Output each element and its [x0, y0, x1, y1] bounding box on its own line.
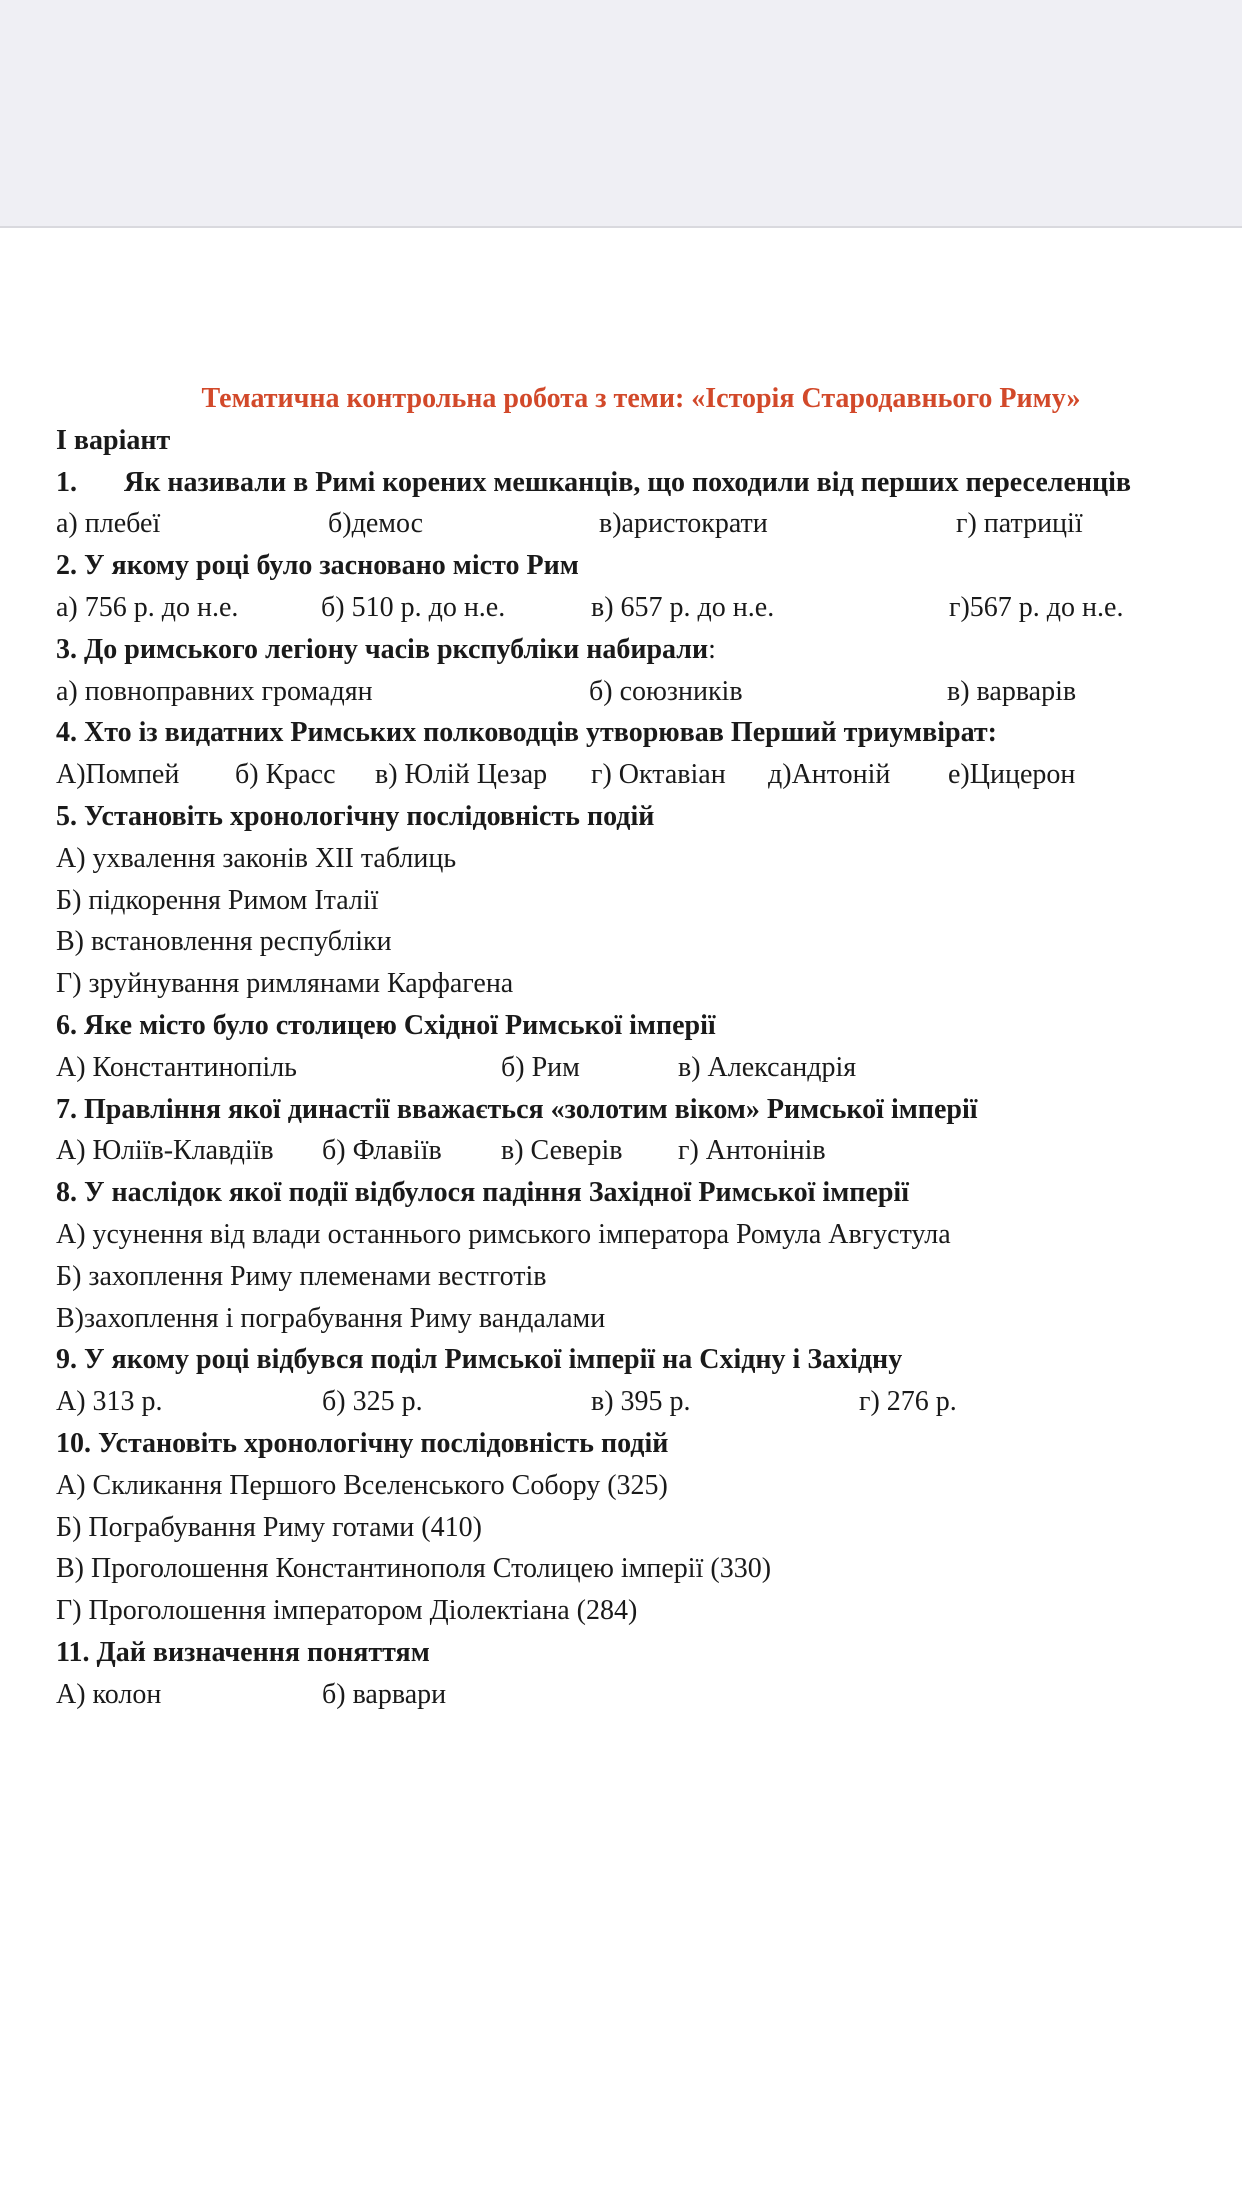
question-1 — [56, 462, 1226, 504]
option: в) варварів — [947, 675, 1077, 707]
option: а) 756 р. до н.е. — [56, 591, 239, 623]
option: в) 657 р. до н.е. — [591, 591, 775, 623]
question-1-text: Як називали в Римі корених мешканців, що походили від перших переселенців — [124, 466, 1132, 498]
question-11-options — [56, 1674, 1226, 1716]
question-2-options — [56, 587, 1226, 629]
question-1-number: 1. — [56, 466, 77, 498]
list-item: Б) Пограбування Риму готами (410) — [56, 1511, 482, 1543]
option: А) Константинопіль — [56, 1051, 297, 1083]
question-4-options — [56, 754, 1226, 796]
option: в)аристократи — [599, 508, 768, 540]
viewer-top-bar — [0, 0, 1242, 228]
option: б) союзників — [589, 675, 743, 707]
question-11: 11. Дай визначення поняттям — [56, 1636, 430, 1668]
list-item: А) ухвалення законів ХІІ таблиць — [56, 842, 457, 874]
option: г) Октавіан — [591, 759, 726, 791]
option: г) патриції — [956, 508, 1083, 540]
question-3-colon: : — [708, 633, 716, 665]
question-7: 7. Правління якої династії вважається «золотим віком» Римської імперії — [56, 1093, 978, 1125]
option: А) Юліїв-Клавдіїв — [56, 1135, 274, 1167]
option: А)Помпей — [56, 759, 180, 791]
question-7-options — [56, 1130, 1226, 1172]
question-2: 2. У якому році було засновано місто Рим — [56, 550, 579, 582]
question-4: 4. Хто із видатних Римських полководців утворював Перший триумвірат: — [56, 717, 997, 749]
option: б) 325 р. — [322, 1386, 423, 1418]
question-3-options — [56, 671, 1226, 713]
list-item: В) встановлення республіки — [56, 926, 392, 958]
question-5: 5. Установіть хронологічну послідовність подій — [56, 800, 655, 832]
list-item: Б) захоплення Риму племенами вестготів — [56, 1260, 547, 1292]
question-6-options — [56, 1047, 1226, 1089]
option: е)Цицерон — [948, 759, 1076, 791]
list-item: Б) підкорення Римом Італії — [56, 884, 379, 916]
variant-label: І варіант — [56, 424, 171, 456]
option: г)567 р. до н.е. — [949, 591, 1124, 623]
option: б) варвари — [322, 1678, 447, 1710]
question-3 — [56, 629, 1226, 671]
option: а) плебеї — [56, 508, 161, 540]
list-item: В)захоплення і пограбування Риму вандалами — [56, 1302, 606, 1334]
question-10: 10. Установіть хронологічну послідовність подій — [56, 1427, 669, 1459]
option: в) Северів — [501, 1135, 623, 1167]
list-item: Г) зруйнування римлянами Карфагена — [56, 968, 514, 1000]
option: б)демос — [328, 508, 424, 540]
option: а) повноправних громадян — [56, 675, 373, 707]
option: д)Антоній — [768, 759, 891, 791]
option: г) Антонінів — [678, 1135, 826, 1167]
option: б) Флавіїв — [322, 1135, 442, 1167]
option: А) колон — [56, 1678, 162, 1710]
question-3-text: 3. До римського легіону часів ркспубліки набирали — [56, 633, 709, 665]
option: б) Рим — [501, 1051, 580, 1083]
question-9-options — [56, 1381, 1226, 1423]
option: А) 313 р. — [56, 1386, 163, 1418]
option: б) Красс — [235, 759, 336, 791]
list-item: В) Проголошення Константинополя Столицею імперії (330) — [56, 1553, 772, 1585]
list-item: А) усунення від влади останнього римського імператора Ромула Августула — [56, 1218, 951, 1250]
question-8: 8. У наслідок якої події відбулося падіння Західної Римської імперії — [56, 1177, 909, 1209]
question-9: 9. У якому році відбувся поділ Римської імперії на Східну і Західну — [56, 1344, 903, 1376]
question-1-options — [56, 503, 1226, 545]
option: в) Александрія — [678, 1051, 857, 1083]
option: г) 276 р. — [859, 1386, 957, 1418]
document-body — [56, 378, 1226, 1716]
option: б) 510 р. до н.е. — [321, 591, 506, 623]
option: в) 395 р. — [591, 1386, 691, 1418]
list-item: А) Скликання Першого Вселенського Собору (325) — [56, 1469, 668, 1501]
option: в) Юлій Цезар — [375, 759, 548, 791]
document-title: Тематична контрольна робота з теми: «Історія Стародавнього Риму» — [201, 383, 1081, 414]
document-page — [0, 228, 1242, 2208]
question-6: 6. Яке місто було столицею Східної Римської імперії — [56, 1009, 716, 1041]
list-item: Г) Проголошення імператором Діолектіана (284) — [56, 1595, 638, 1627]
